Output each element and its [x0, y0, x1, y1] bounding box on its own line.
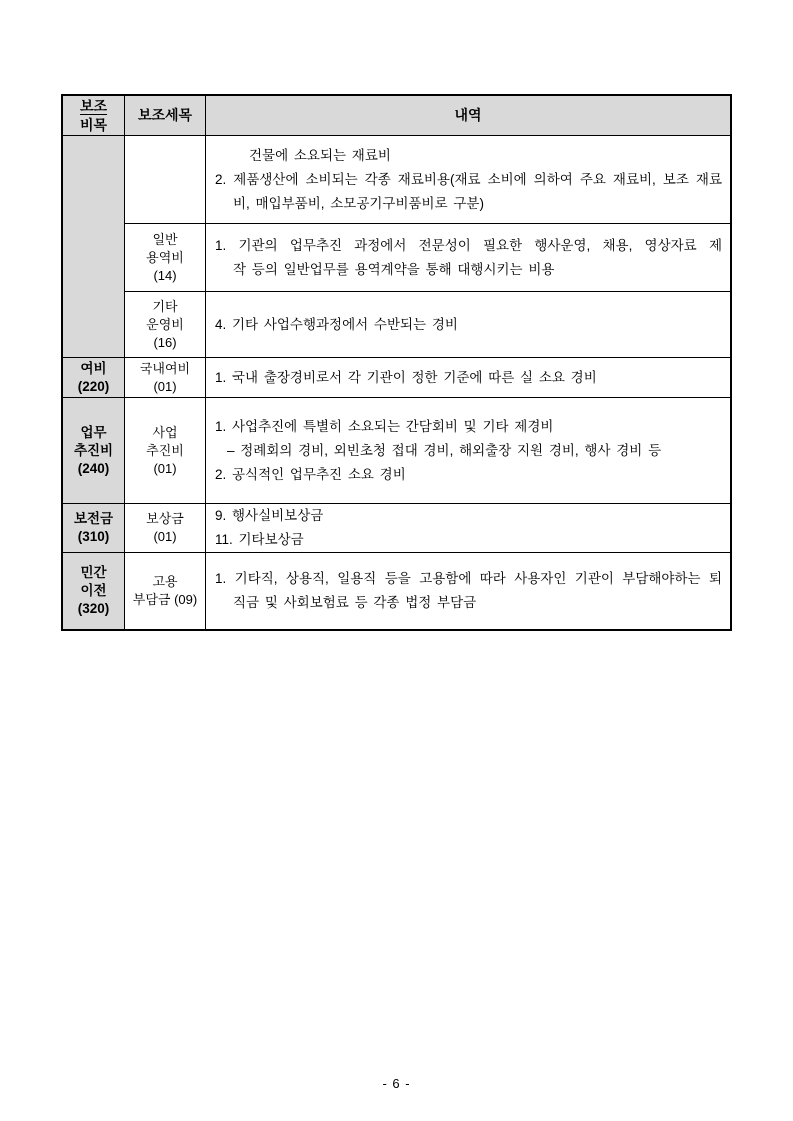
detail-line: 4. 기타 사업수행과정에서 수반되는 경비 — [215, 316, 458, 332]
subcategory-line: 추진비 — [146, 442, 184, 458]
subcategory-line: 기타 — [152, 298, 178, 314]
category-code: (240) — [77, 460, 110, 476]
category-cell-operational-expense — [63, 398, 125, 504]
subcategory-line: 사업 — [152, 424, 178, 440]
detail-cell-project-promotion — [206, 398, 730, 504]
budget-table — [61, 94, 732, 631]
header-cell-subcategory: 보조세목 — [125, 96, 206, 136]
subcategory-code: (14) — [153, 267, 177, 283]
header-cell-detail: 내역 — [206, 96, 730, 136]
detail-line: 2. 제품생산에 소비되는 각종 재료비용(재료 소비에 의하여 주요 재료비, 보조 재료 — [215, 171, 722, 187]
detail-line: 비, 매입부품비, 소모공기구비품비로 구분) — [233, 195, 484, 211]
detail-line: 1. 사업추진에 특별히 소요되는 간담회비 및 기타 제경비 — [215, 418, 554, 434]
category-code: (220) — [77, 378, 110, 394]
category-line: 업무 — [80, 424, 107, 440]
subcategory-line: 보상금 — [146, 511, 184, 526]
detail-line: – 정례회의 경비, 외빈초청 접대 경비, 해외출장 지원 경비, 행사 경비 등 — [227, 442, 662, 458]
detail-cell-employment-levy — [206, 553, 730, 629]
subcategory-code: (01) — [153, 378, 177, 394]
subcategory-cell-domestic-travel — [125, 358, 206, 398]
detail-line: 1. 기타직, 상용직, 일용직 등을 고용함에 따라 사용자인 기관이 부담해야하는 퇴 — [215, 571, 722, 586]
detail-line: 1. 기관의 업무추진 과정에서 전문성이 필요한 행사운영, 채용, 영상자료 제 — [215, 237, 722, 253]
detail-line: 직금 및 사회보험료 등 각종 법정 부담금 — [233, 595, 477, 610]
subcategory-code: (16) — [153, 334, 177, 350]
subcategory-cell-other-operating — [125, 292, 206, 358]
category-cell-merged-empty — [63, 136, 125, 358]
subcategory-line: 운영비 — [146, 316, 184, 332]
category-line: 추진비 — [73, 442, 114, 458]
subcategory-line: 부담금 (09) — [132, 592, 198, 607]
detail-line: 건물에 소요되는 재료비 — [249, 147, 391, 163]
subcategory-line: 고용 — [152, 574, 178, 589]
category-line: 보전금 — [73, 511, 114, 526]
header-category-line1: 보조 — [79, 97, 108, 114]
detail-line: 작 등의 일반업무를 용역계약을 통해 대행시키는 비용 — [233, 261, 555, 277]
subcategory-line: 용역비 — [146, 249, 184, 265]
header-cell-category — [63, 96, 125, 136]
page-number: - 6 - — [382, 1076, 411, 1091]
subcategory-cell-empty — [125, 136, 206, 224]
subcategory-cell-general-service — [125, 224, 206, 292]
detail-line: 9. 행사실비보상금 — [215, 508, 324, 523]
subcategory-line: 국내여비 — [139, 360, 191, 376]
category-line: 이전 — [80, 583, 107, 598]
detail-cell-reward — [206, 504, 730, 553]
category-code: (320) — [77, 601, 110, 616]
detail-cell-materials — [206, 136, 730, 224]
detail-line: 1. 국내 출장경비로서 각 기관이 정한 기준에 따른 실 소요 경비 — [215, 369, 597, 385]
detail-cell-other-operating — [206, 292, 730, 358]
subcategory-cell-project-promotion — [125, 398, 206, 504]
category-code: (310) — [77, 529, 110, 544]
category-cell-compensation — [63, 504, 125, 553]
category-cell-travel — [63, 358, 125, 398]
subcategory-cell-reward — [125, 504, 206, 553]
subcategory-code: (01) — [153, 529, 177, 544]
header-category-line2: 비목 — [79, 116, 108, 133]
subcategory-code: (01) — [153, 460, 177, 476]
category-cell-private-transfer — [63, 553, 125, 629]
subcategory-cell-employment-levy — [125, 553, 206, 629]
detail-line: 11. 기타보상금 — [215, 532, 304, 547]
detail-cell-general-service — [206, 224, 730, 292]
category-line: 여비 — [80, 360, 107, 376]
detail-line: 2. 공식적인 업무추진 소요 경비 — [215, 466, 406, 482]
detail-cell-domestic-travel — [206, 358, 730, 398]
category-line: 민간 — [80, 565, 107, 580]
subcategory-line: 일반 — [152, 231, 178, 247]
